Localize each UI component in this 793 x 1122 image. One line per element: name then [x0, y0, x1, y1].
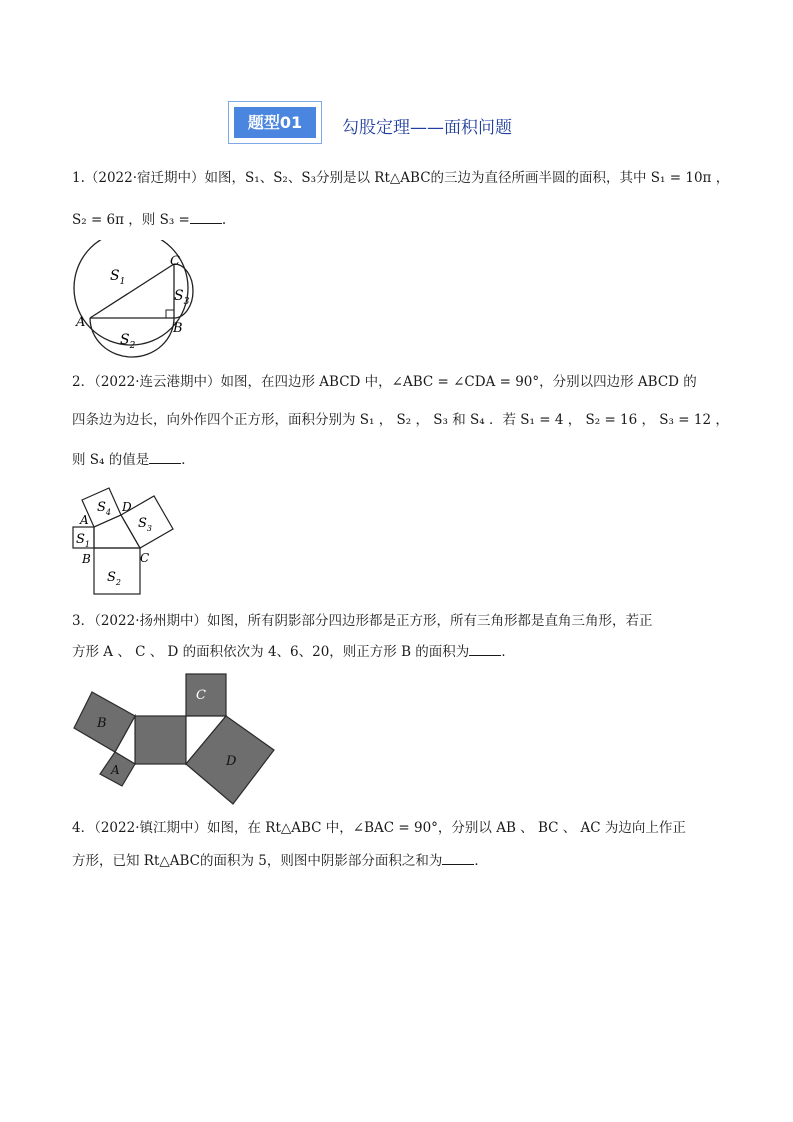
q4-text-line2: 方形，已知 Rt△ABC的面积为 5，则图中阴影部分面积之和为 ． [72, 853, 488, 869]
q3-label-d: D [226, 754, 237, 769]
q4-text-line1: 4．（2022·镇江期中）如图，在 Rt△ABC 中，∠BAC = 90°，分别以 AB 、 BC 、 AC 为边向上作正 [72, 820, 686, 836]
q1-answer-blank [190, 211, 222, 224]
q3-label-c: C [196, 688, 206, 703]
q3-text-line1: 3．（2022·扬州期中）如图，所有阴影部分四边形都是正方形，所有三角形都是直角三角形，若正 [72, 613, 653, 629]
q3-label-b: B [97, 716, 107, 731]
q1-label-s1: $S_1$ [110, 268, 126, 287]
q2-label-s1: $S_1$ [76, 532, 90, 549]
q3-square-c [186, 674, 226, 716]
q1-label-s3: $S_3$ [174, 288, 190, 307]
q2-label-c: C [140, 551, 150, 565]
q1-text-line2: S₂ = 6π ，则 S₃ = . [72, 212, 227, 228]
q1-side-ac [90, 264, 174, 318]
section-badge: 题型01 [234, 107, 316, 138]
q1-figure [70, 240, 205, 362]
section-title: 勾股定理——面积问题 [342, 118, 512, 138]
q2-text-line2: 四条边为边长，向外作四个正方形，面积分别为 S₁ ， S₂ ， S₃ 和 S₄ ．若 S₁ = 4 ， S₂ = 16 ， S₃ = 12 ， [72, 412, 729, 428]
q1-label-b: B [173, 321, 183, 336]
q4-answer-blank [442, 852, 474, 865]
q2-label-s4: $S_4$ [97, 500, 111, 517]
q1-label-s2: $S_2$ [120, 332, 136, 351]
q1-text-line1: 1.（2022·宿迁期中）如图，S₁、S₂、S₃分别是以 Rt△ABC的三边为直径所画半圆的面积，其中 S₁ = 10π ， [72, 170, 730, 186]
q2-label-b: B [82, 552, 91, 566]
q2-label-a: A [80, 513, 89, 527]
q3-answer-blank [469, 643, 501, 656]
q2-label-s3: $S_3$ [138, 516, 152, 533]
q2-text-line3: 则 S₄ 的值是 ． [72, 452, 195, 468]
q3-figure [70, 670, 280, 808]
q2-text-line1: 2．（2022·连云港期中）如图，在四边形 ABCD 中，∠ABC = ∠CDA = 90°，分别以四边形 ABCD 的 [72, 374, 697, 390]
q3-square-center [135, 716, 186, 764]
q2-square-s2 [94, 548, 140, 594]
q3-label-a: A [111, 763, 120, 777]
q1-label-a: A [76, 315, 86, 330]
q2-label-d: D [122, 500, 132, 514]
q2-figure [70, 485, 190, 601]
q1-right-angle [166, 310, 174, 318]
q1-label-c: C [170, 254, 180, 269]
q2-answer-blank [149, 451, 181, 464]
q2-quadrilateral [94, 515, 140, 548]
q3-text-line2: 方形 A 、 C 、 D 的面积依次为 4、6、20，则正方形 B 的面积为 ． [72, 644, 515, 660]
q2-label-s2: $S_2$ [107, 570, 121, 587]
